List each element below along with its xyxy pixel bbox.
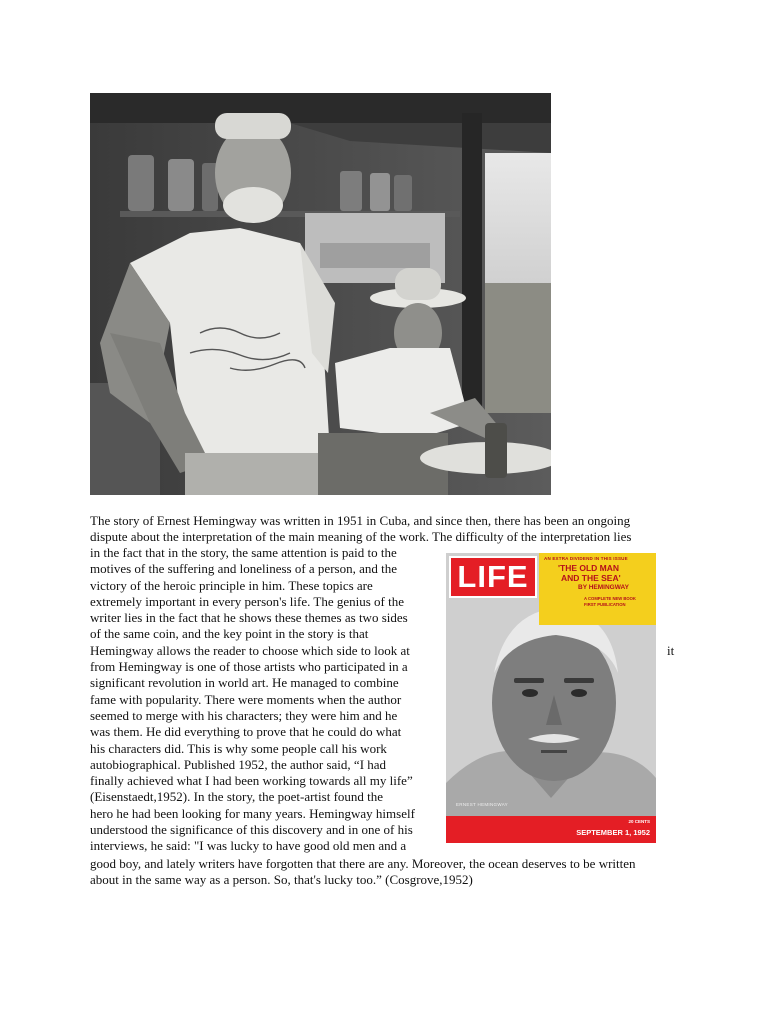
text-line: good boy, and lately writers have forgotten that there are any. Moreover, the ocean deserves to be written (90, 856, 636, 871)
photo-illustration (90, 93, 551, 495)
cover-subject-name: ERNEST HEMINGWAY (456, 802, 508, 807)
life-logo: LIFE (449, 556, 537, 598)
cover-price: 20 CENTS (628, 819, 650, 824)
text-line: significant revolution in world art. He managed to combine (90, 675, 399, 691)
text-line: in the fact that in the story, the same attention is paid to the (90, 545, 397, 560)
text-line: victory of the heroic principle in him. These topics are (90, 577, 373, 593)
cover-title-line2: AND THE SEA' (561, 573, 621, 583)
text-line: understood the significance of this discovery and in one of his (90, 822, 413, 838)
paragraph-ending (90, 856, 690, 889)
text-line: was them. He did everything to prove that he could do what (90, 724, 402, 740)
paragraph-intro (90, 513, 690, 546)
text-line: The story of Ernest Hemingway was written in 1951 in Cuba, and since then, there has been an ongoing (90, 513, 631, 528)
text-line: interviews, he said: "I was lucky to have good old men and a (90, 838, 407, 854)
text-line: finally achieved what I had been working towards all my life” (90, 773, 413, 789)
cover-title-line1: 'THE OLD MAN (558, 563, 620, 573)
text-line: motives of the suffering and loneliness of a person, and the (90, 561, 397, 577)
cover-byline: BY HEMINGWAY (578, 584, 629, 591)
paragraph-wrapped (90, 545, 440, 855)
text-line: autobiographical. Published 1952, the author said, “I had (90, 756, 387, 772)
wrapped-word: it (667, 643, 675, 658)
text-line: about in the same way as a person. So, that's lucky too.” (Cosgrove,1952) (90, 872, 473, 888)
text-line: hero he had been looking for many years. Hemingway himself (90, 805, 415, 821)
text-line: of the same coin, and the key point in the story is that (90, 626, 369, 642)
text-line: dispute about the interpretation of the main meaning of the work. The difficulty of the interpretation lies (90, 529, 632, 545)
text-line: seemed to merge with his characters; they were him and he (90, 707, 398, 723)
life-magazine-cover (446, 553, 656, 843)
text-line: writer lies in the fact that he shows these themes as two sides (90, 610, 408, 626)
text-line: from Hemingway is one of those artists who participated in a (90, 659, 408, 675)
text-line: extremely important in every person's life. The genius of the (90, 593, 405, 609)
cover-desc-line1: A COMPLETE NEW BOOK (584, 596, 636, 601)
text-line: fame with popularity. There were moments when the author (90, 691, 402, 707)
cover-date: SEPTEMBER 1, 1952 (576, 828, 650, 837)
hemingway-photo (90, 93, 551, 495)
cover-extra-text: AN EXTRA DIVIDEND IN THIS ISSUE (544, 556, 628, 561)
text-line: (Eisenstaedt,1952). In the story, the poet-artist found the (90, 789, 384, 805)
cover-bottom-strip (446, 816, 656, 843)
text-line: Hemingway allows the reader to choose which side to look at (90, 642, 410, 658)
cover-desc-line2: FIRST PUBLICATION (584, 602, 626, 607)
text-line: his characters did. This is why some people call his work (90, 740, 387, 756)
